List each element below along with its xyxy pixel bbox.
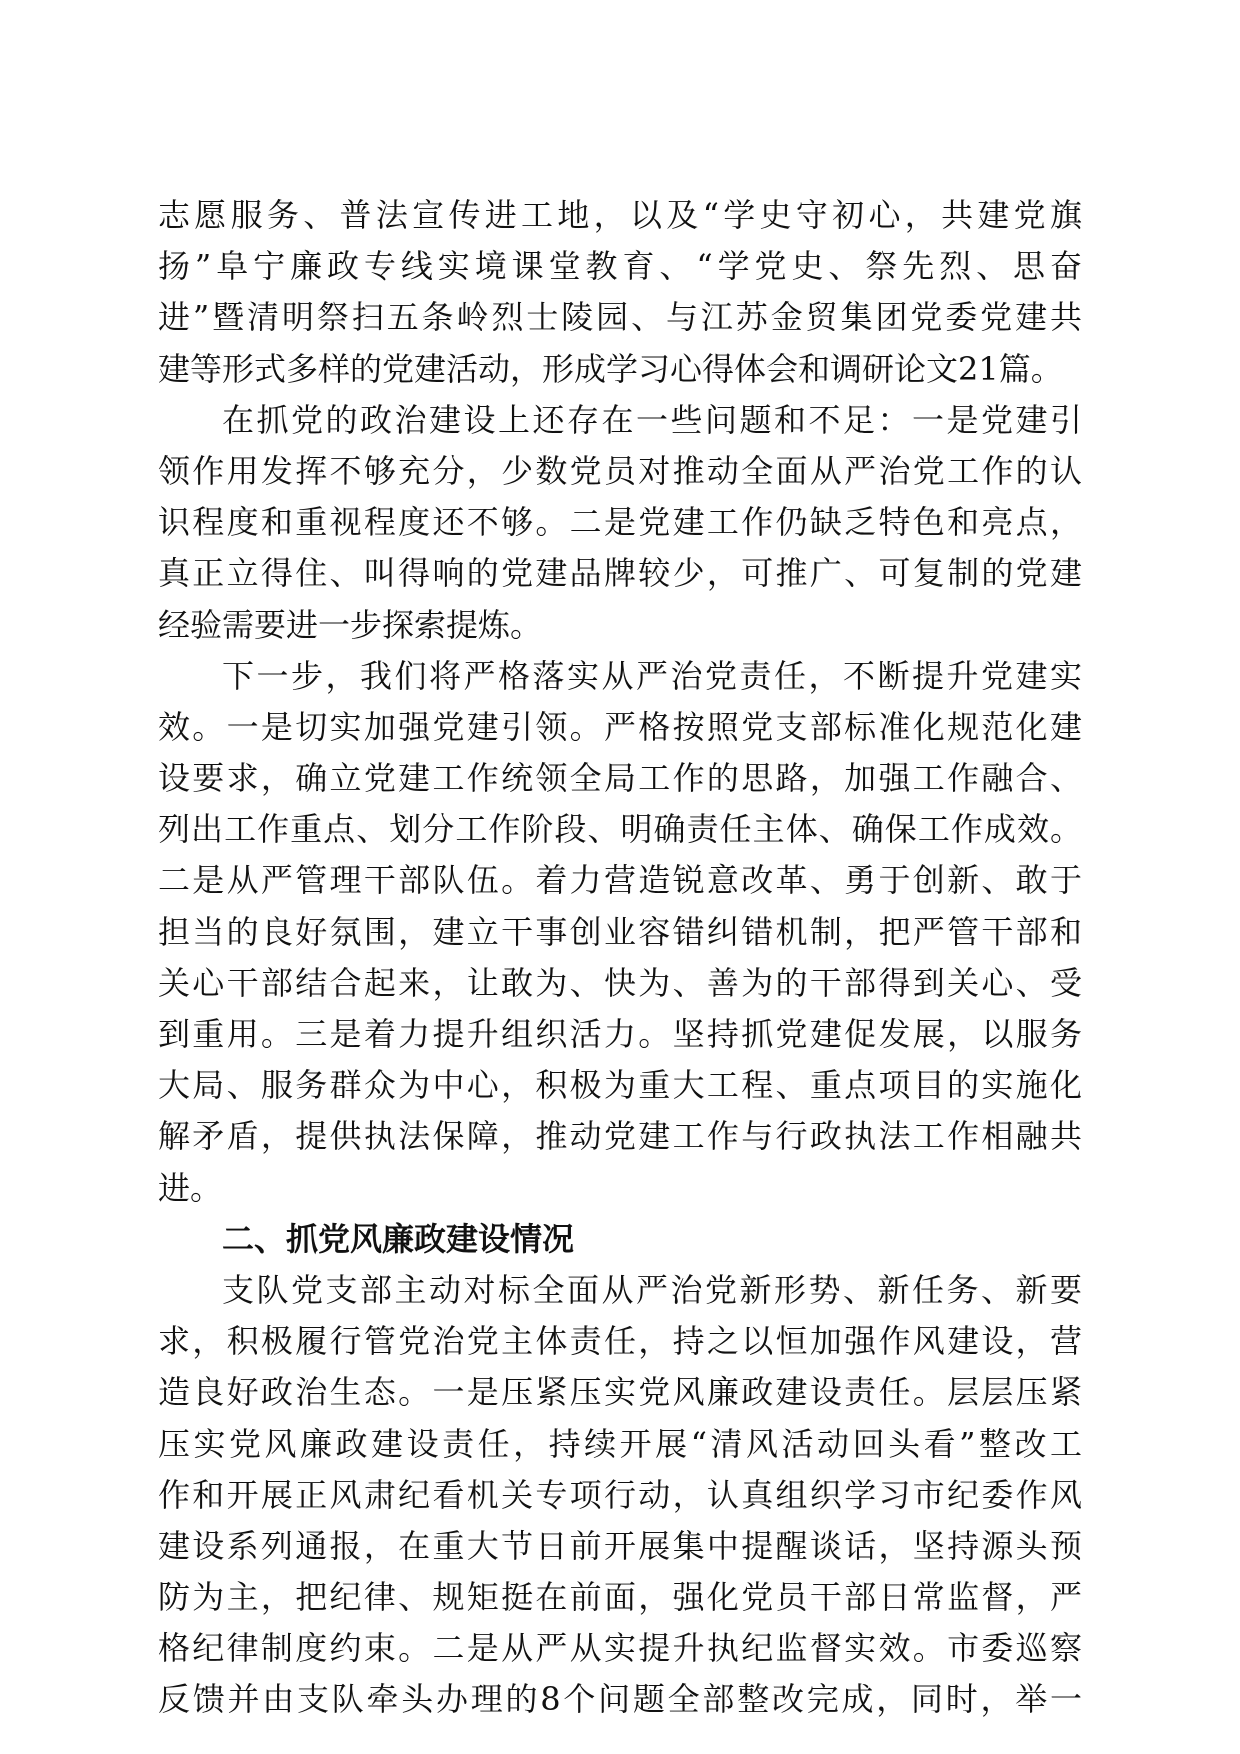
text-line: 担当的良好氛围，建立干事创业容错纠错机制，把严管干部和 [158, 912, 1082, 951]
text-line: 在抓党的政治建设上还存在一些问题和不足：一是党建引 [222, 400, 1082, 439]
section-heading: 二、抓党风廉政建设情况 [222, 1219, 575, 1258]
text-line: 压实党风廉政建设责任，持续开展“清风活动回头看”整改工 [158, 1424, 1082, 1463]
text-line: 造良好政治生态。一是压紧压实党风廉政建设责任。层层压紧 [158, 1373, 1082, 1412]
text-line: 识程度和重视程度还不够。二是党建工作仍缺乏特色和亮点， [158, 503, 1082, 542]
text-line: 格纪律制度约束。二是从严从实提升执纪监督实效。市委巡察 [158, 1629, 1082, 1668]
paragraph-next-steps [158, 651, 1082, 1214]
text-line: 进”暨清明祭扫五条岭烈士陵园、与江苏金贸集团党委党建共 [158, 298, 1082, 337]
text-line: 求，积极履行管党治党主体责任，持之以恒加强作风建设，营 [158, 1322, 1082, 1361]
text-line: 作和开展正风肃纪看机关专项行动，认真组织学习市纪委作风 [158, 1475, 1082, 1514]
text-line: 建等形式多样的党建活动，形成学习心得体会和调研论文21篇。 [158, 349, 1063, 388]
text-line: 关心干部结合起来，让敢为、快为、善为的干部得到关心、受 [158, 963, 1082, 1002]
text-line: 二是从严管理干部队伍。着力营造锐意改革、勇于创新、敢于 [158, 861, 1082, 900]
text-line: 进。 [158, 1168, 223, 1207]
text-line: 下一步，我们将严格落实从严治党责任，不断提升党建实 [222, 656, 1082, 695]
text-line: 列出工作重点、划分工作阶段、明确责任主体、确保工作成效。 [158, 810, 1082, 849]
text-line: 效。一是切实加强党建引领。严格按照党支部标准化规范化建 [158, 707, 1082, 746]
text-line: 支队党支部主动对标全面从严治党新形势、新任务、新要 [222, 1270, 1082, 1309]
text-line: 防为主，把纪律、规矩挺在前面，强化党员干部日常监督，严 [158, 1578, 1082, 1617]
paragraph-problems [158, 395, 1082, 651]
text-line: 设要求，确立党建工作统领全局工作的思路，加强工作融合、 [158, 759, 1082, 798]
text-line: 大局、服务群众为中心，积极为重大工程、重点项目的实施化 [158, 1066, 1082, 1105]
paragraph-integrity-building [158, 1265, 1082, 1726]
text-line: 到重用。三是着力提升组织活力。坚持抓党建促发展，以服务 [158, 1015, 1082, 1053]
text-line: 志愿服务、普法宣传进工地，以及“学史守初心，共建党旗 [158, 196, 1082, 234]
paragraph-party-activities [158, 190, 1082, 395]
text-line: 经验需要进一步探索提炼。 [158, 605, 543, 644]
text-line: 建设系列通报，在重大节日前开展集中提醒谈话，坚持源头预 [158, 1526, 1082, 1565]
text-line: 真正立得住、叫得响的党建品牌较少，可推广、可复制的党建 [158, 554, 1082, 593]
text-line: 扬”阜宁廉政专线实境课堂教育、“学党史、祭先烈、思奋 [158, 247, 1082, 286]
text-line: 解矛盾，提供执法保障，推动党建工作与行政执法工作相融共 [158, 1117, 1082, 1156]
text-line: 反馈并由支队牵头办理的8个问题全部整改完成，同时，举一 [158, 1680, 1082, 1719]
text-line: 领作用发挥不够充分，少数党员对推动全面从严治党工作的认 [158, 451, 1082, 490]
document-page [158, 190, 1082, 1726]
